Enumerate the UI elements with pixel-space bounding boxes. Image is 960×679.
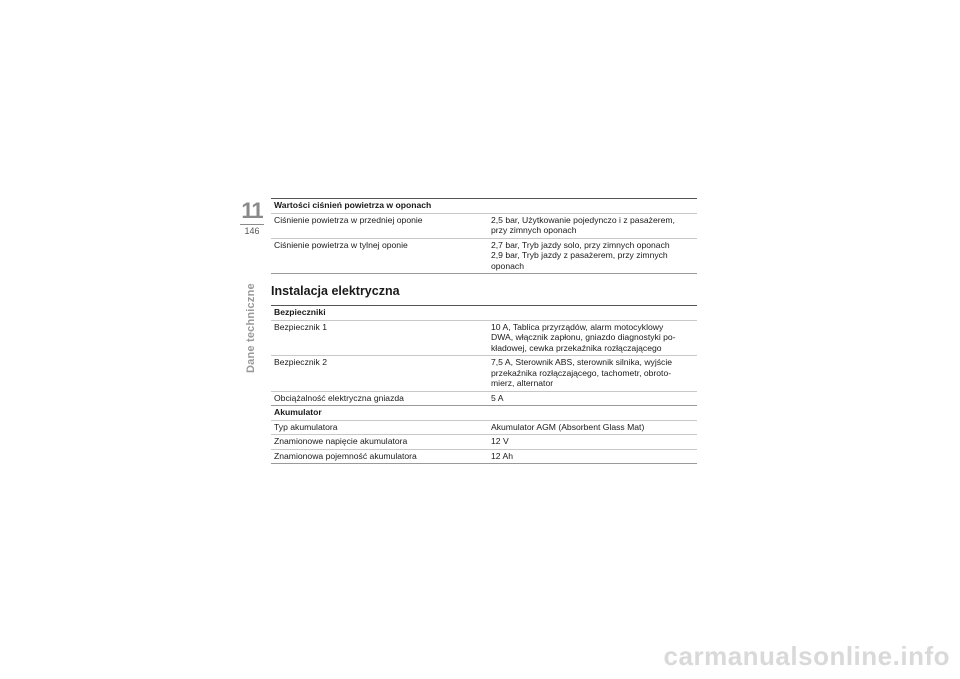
row-value-line: 10 A, Tablica przyrządów, alarm motocyklowy bbox=[491, 321, 664, 332]
row-value bbox=[488, 356, 697, 392]
row-value-line: 2,7 bar, Tryb jazdy solo, przy zimnych oponach bbox=[491, 239, 670, 250]
table-heading-row bbox=[271, 306, 697, 321]
row-label: Znamionowa pojemność akumulatora bbox=[271, 449, 488, 464]
row-value-line: DWA, włącznik zapłonu, gniazdo diagnostyki po- bbox=[491, 332, 676, 342]
row-value-line: Akumulator AGM (Absorbent Glass Mat) bbox=[491, 421, 645, 432]
table-row bbox=[271, 320, 697, 356]
row-value bbox=[488, 435, 697, 450]
row-label: Typ akumulatora bbox=[271, 420, 488, 435]
row-label: Obciążalność elektryczna gniazda bbox=[271, 391, 488, 406]
page-number: 146 bbox=[244, 226, 260, 236]
row-value bbox=[488, 420, 697, 435]
row-label: Znamionowe napięcie akumulatora bbox=[271, 435, 488, 450]
table-heading-row bbox=[271, 406, 697, 421]
table-row bbox=[271, 213, 697, 238]
row-value bbox=[488, 213, 697, 238]
row-label: Bezpiecznik 1 bbox=[271, 320, 488, 356]
row-value-line: mierz, alternator bbox=[491, 378, 554, 388]
row-value-line: oponach bbox=[491, 260, 524, 271]
row-value bbox=[488, 391, 697, 406]
row-label: Bezpiecznik 2 bbox=[271, 356, 488, 392]
battery-heading: Akumulator bbox=[271, 406, 697, 421]
tire-pressure-table bbox=[271, 198, 697, 274]
chapter-side-title: Dane techniczne bbox=[245, 283, 257, 373]
electrical-table bbox=[271, 305, 697, 464]
row-value-line: przy zimnych oponach bbox=[491, 225, 577, 235]
row-value bbox=[488, 449, 697, 464]
section-title: Instalacja elektryczna bbox=[271, 284, 400, 298]
table-row bbox=[271, 449, 697, 464]
row-value-line: 12 V bbox=[491, 436, 509, 446]
row-label: Ciśnienie powietrza w przedniej oponie bbox=[271, 213, 488, 238]
table-row bbox=[271, 420, 697, 435]
row-value bbox=[488, 238, 697, 274]
content-area bbox=[271, 198, 697, 464]
table-row bbox=[271, 435, 697, 450]
tire-pressure-heading: Wartości ciśnień powietrza w oponach bbox=[271, 199, 697, 214]
row-value-line: przekaźnika rozłączającego, tachometr, obroto- bbox=[491, 367, 672, 378]
row-value bbox=[488, 320, 697, 356]
fuses-heading: Bezpieczniki bbox=[271, 306, 697, 321]
row-value-line: kładowej, cewka przekaźnika rozłączającego bbox=[491, 342, 662, 353]
watermark: carmanualsonline.info bbox=[663, 641, 950, 671]
row-value-line: 7,5 A, Sterownik ABS, sterownik silnika, wyjście bbox=[491, 357, 673, 367]
row-value-line: 2,9 bar, Tryb jazdy z pasażerem, przy zimnych bbox=[491, 250, 668, 260]
row-value-line: 5 A bbox=[491, 392, 504, 403]
row-value-line: 2,5 bar, Użytkowanie pojedynczo i z pasażerem, bbox=[491, 214, 675, 225]
table-row bbox=[271, 238, 697, 274]
row-label: Ciśnienie powietrza w tylnej oponie bbox=[271, 238, 488, 274]
chapter-divider bbox=[240, 224, 264, 225]
chapter-number: 11 bbox=[241, 198, 263, 223]
table-row bbox=[271, 356, 697, 392]
row-value-line: 12 Ah bbox=[491, 450, 513, 461]
table-row bbox=[271, 391, 697, 406]
table-heading-row bbox=[271, 199, 697, 214]
